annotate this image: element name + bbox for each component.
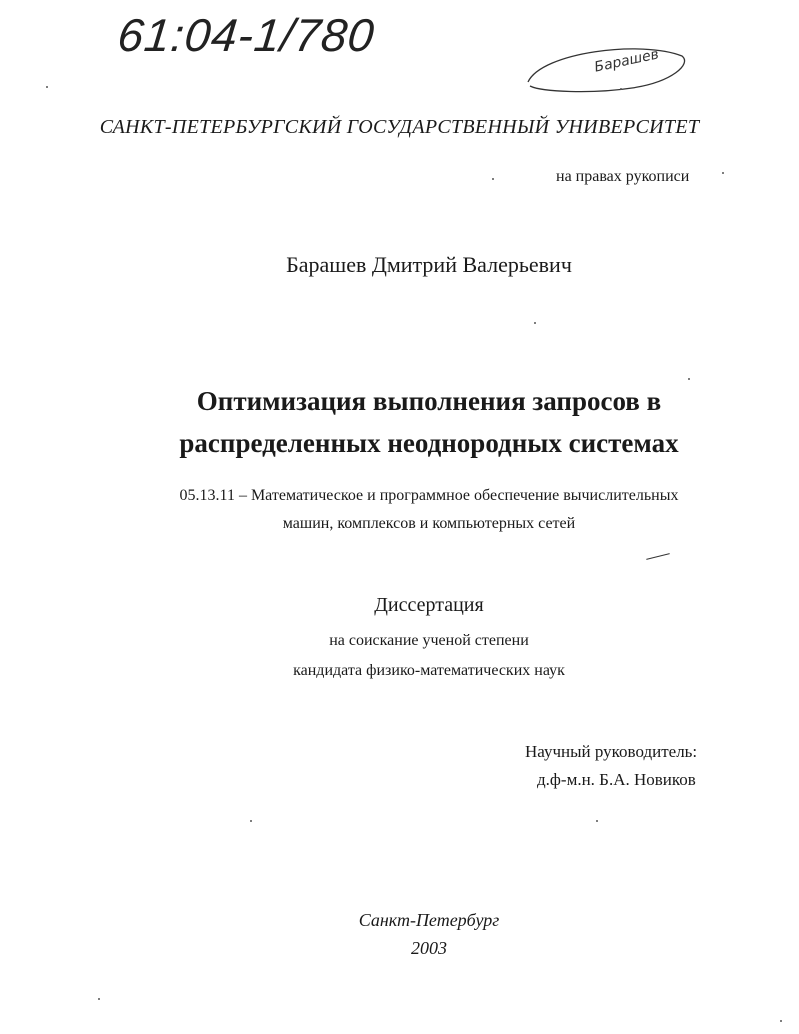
title-line-2: распределенных неоднородных системах [179, 428, 679, 458]
pen-mark [646, 553, 670, 560]
manuscript-note: на правах рукописи [556, 168, 690, 185]
scan-speck [780, 1020, 782, 1022]
specialty-line-2: машин, комплексов и компьютерных сетей [282, 515, 576, 532]
work-type-label: Диссертация [374, 594, 484, 616]
advisor-label: Научный руководитель: [525, 742, 698, 761]
degree-line-2: кандидата физико-математических наук [293, 662, 565, 679]
scan-speck [722, 172, 724, 174]
scan-speck [98, 998, 100, 1000]
specialty-code [0, 482, 799, 538]
dissertation-title [0, 380, 799, 464]
author-name: Барашев Дмитрий Валерьевич [286, 252, 572, 277]
city: Санкт-Петербург [358, 910, 500, 930]
university-name: САНКТ-ПЕТЕРБУРГСКИЙ ГОСУДАРСТВЕННЫЙ УНИВЕРСИТЕТ [99, 116, 700, 138]
degree-description [0, 626, 799, 686]
handwritten-signature: Барашев [593, 46, 661, 76]
scan-speck [534, 322, 536, 324]
scan-speck [688, 378, 690, 380]
specialty-line-1: 05.13.11 – Математическое и программное обеспечение вычислительных [179, 487, 679, 504]
scan-speck [620, 88, 622, 90]
advisor-name: д.ф-м.н. Б.А. Новиков [537, 770, 696, 789]
scan-speck [596, 820, 598, 822]
scan-speck [250, 820, 252, 822]
title-line-1: Оптимизация выполнения запросов в [196, 386, 662, 416]
scan-speck [46, 86, 48, 88]
handwritten-catalog-number: 61:04-1/780 [115, 9, 378, 61]
scan-speck [492, 178, 494, 180]
year: 2003 [411, 938, 447, 958]
degree-line-1: на соискание ученой степени [329, 632, 529, 649]
